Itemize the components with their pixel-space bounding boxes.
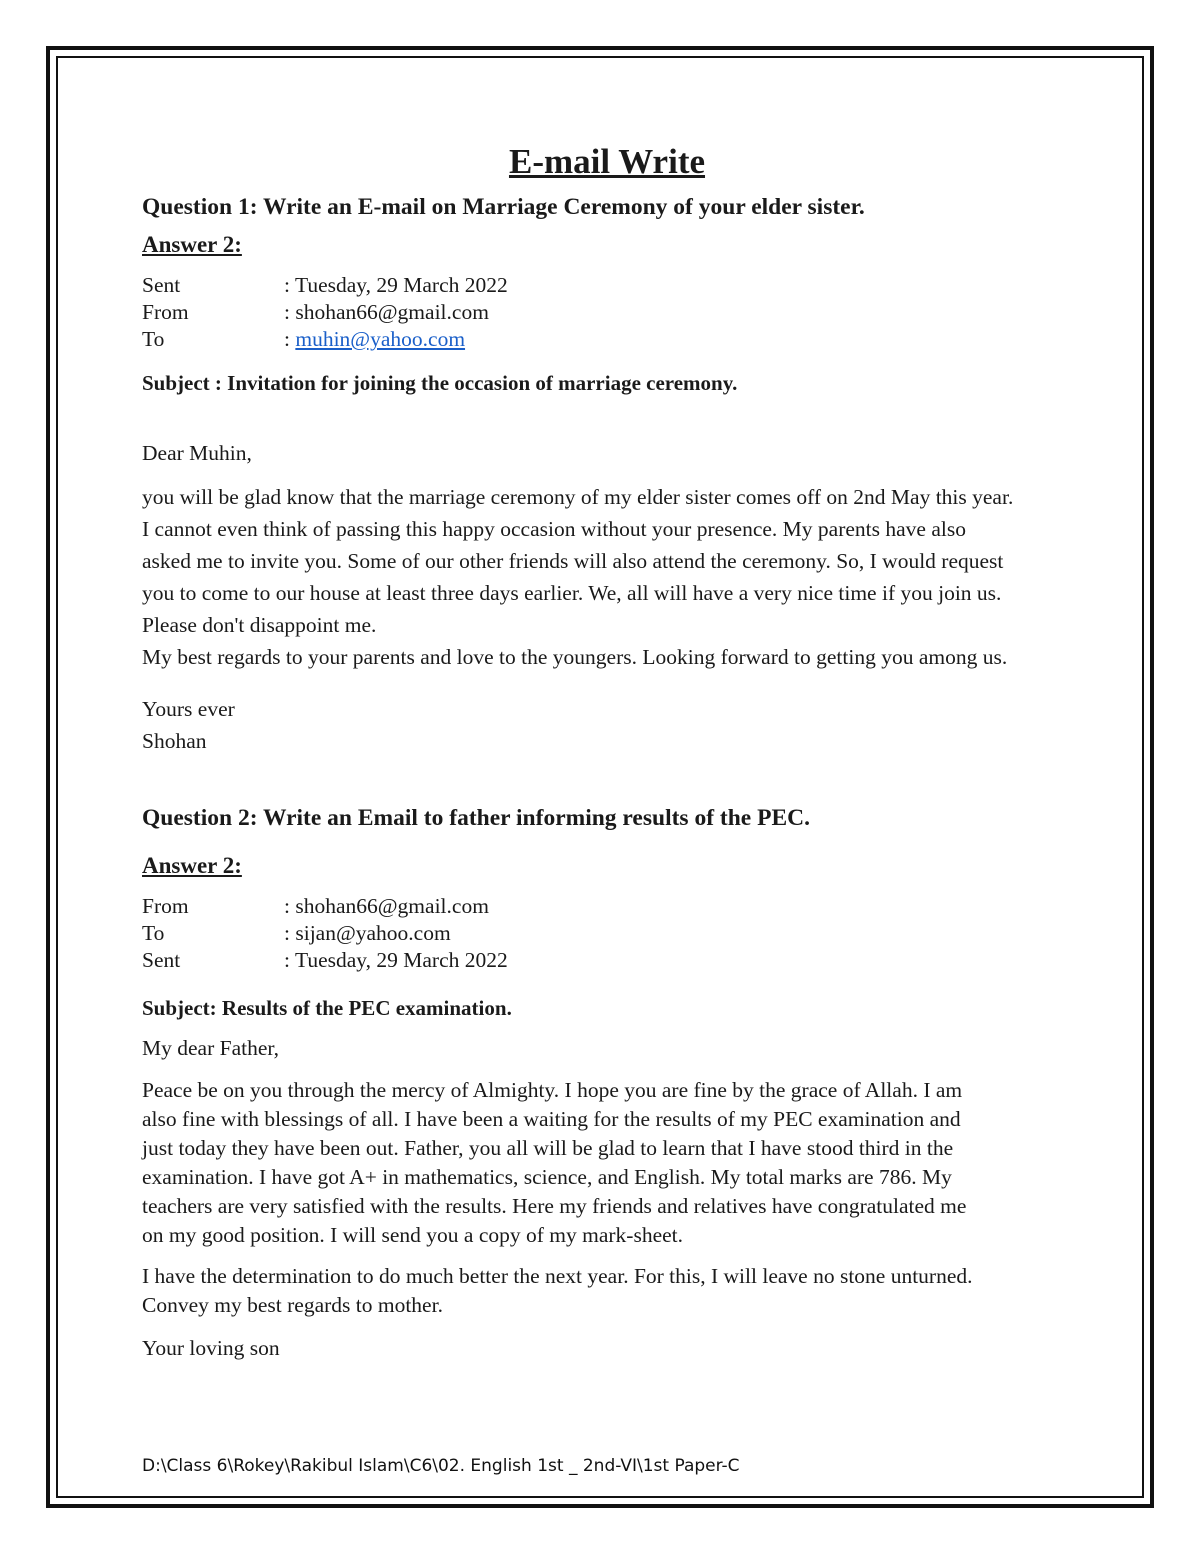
question-1: Question 1: Write an E-mail on Marriage Ceremony of your elder sister. [142,194,865,220]
email-2-from-row [142,893,1072,920]
answer-2-label: Answer 2: [142,853,242,878]
email-1-signature: Shohan [142,729,207,753]
body-line: you will be glad know that the marriage ceremony of my elder sister comes off on 2nd May this year. [142,485,1014,509]
from-value: : shohan66@gmail.com [284,894,489,918]
body-line: I have the determination to do much better the next year. For this, I will leave no stone unturned. [142,1264,973,1288]
body-line: also fine with blessings of all. I have been a waiting for the results of my PEC examination and [142,1107,961,1131]
file-path-footer: D:\Class 6\Rokey\Rakibul Islam\C6\02. English 1st _ 2nd-VI\1st Paper-C [142,1456,740,1476]
body-line: asked me to invite you. Some of our other friends will also attend the ceremony. So, I would request [142,549,1004,573]
sent-value: : Tuesday, 29 March 2022 [284,273,508,297]
body-line: you to come to our house at least three days earlier. We, all will have a very nice time if you join us. [142,581,1002,605]
body-line: Convey my best regards to mother. [142,1293,443,1317]
page-title: E-mail Write [508,142,706,181]
question-2: Question 2: Write an Email to father informing results of the PEC. [142,805,810,831]
from-label: From [142,894,189,918]
body-line: on my good position. I will send you a copy of my mark-sheet. [142,1223,684,1247]
to-value: : sijan@yahoo.com [284,921,451,945]
email-1-body [142,481,1072,673]
sent-label: Sent [142,948,181,972]
email-1-greeting: Dear Muhin, [142,441,252,465]
email-2-header [142,893,1072,974]
to-label: To [142,327,165,351]
email-1-closing: Yours ever [142,697,235,721]
email-2-paragraph-1 [142,1076,1072,1250]
email-2-sent-row [142,947,1072,974]
email-2-closing: Your loving son [142,1336,280,1360]
body-line: teachers are very satisfied with the results. Here my friends and relatives have congratulated me [142,1194,967,1218]
to-prefix: : [284,327,290,351]
answer-1-label: Answer 2: [142,232,242,257]
email-2-subject: Subject: Results of the PEC examination. [142,996,512,1020]
email-1-from-row [142,299,1072,326]
email-2-greeting: My dear Father, [142,1036,280,1060]
email-2-to-row [142,920,1072,947]
email-2-paragraph-2 [142,1262,1072,1320]
email-1-subject: Subject : Invitation for joining the occasion of marriage ceremony. [142,371,738,395]
body-line: Peace be on you through the mercy of Almighty. I hope you are fine by the grace of Allah. I am [142,1078,963,1102]
sent-label: Sent [142,273,181,297]
body-line: My best regards to your parents and love to the youngers. Looking forward to getting you among us. [142,645,1008,669]
email-1-header [142,272,1072,353]
email-1-to-row [142,326,1072,353]
to-label: To [142,921,165,945]
email-1-sent-row [142,272,1072,299]
body-line: examination. I have got A+ in mathematics, science, and English. My total marks are 786. My [142,1165,952,1189]
body-line: just today they have been out. Father, you all will be glad to learn that I have stood third in the [142,1136,954,1160]
document-page [142,140,1072,1364]
from-value: : shohan66@gmail.com [284,300,489,324]
sent-value: : Tuesday, 29 March 2022 [284,948,508,972]
from-label: From [142,300,189,324]
body-line: I cannot even think of passing this happy occasion without your presence. My parents have also [142,517,966,541]
body-line: Please don't disappoint me. [142,613,377,637]
to-email-link[interactable]: muhin@yahoo.com [295,327,466,351]
